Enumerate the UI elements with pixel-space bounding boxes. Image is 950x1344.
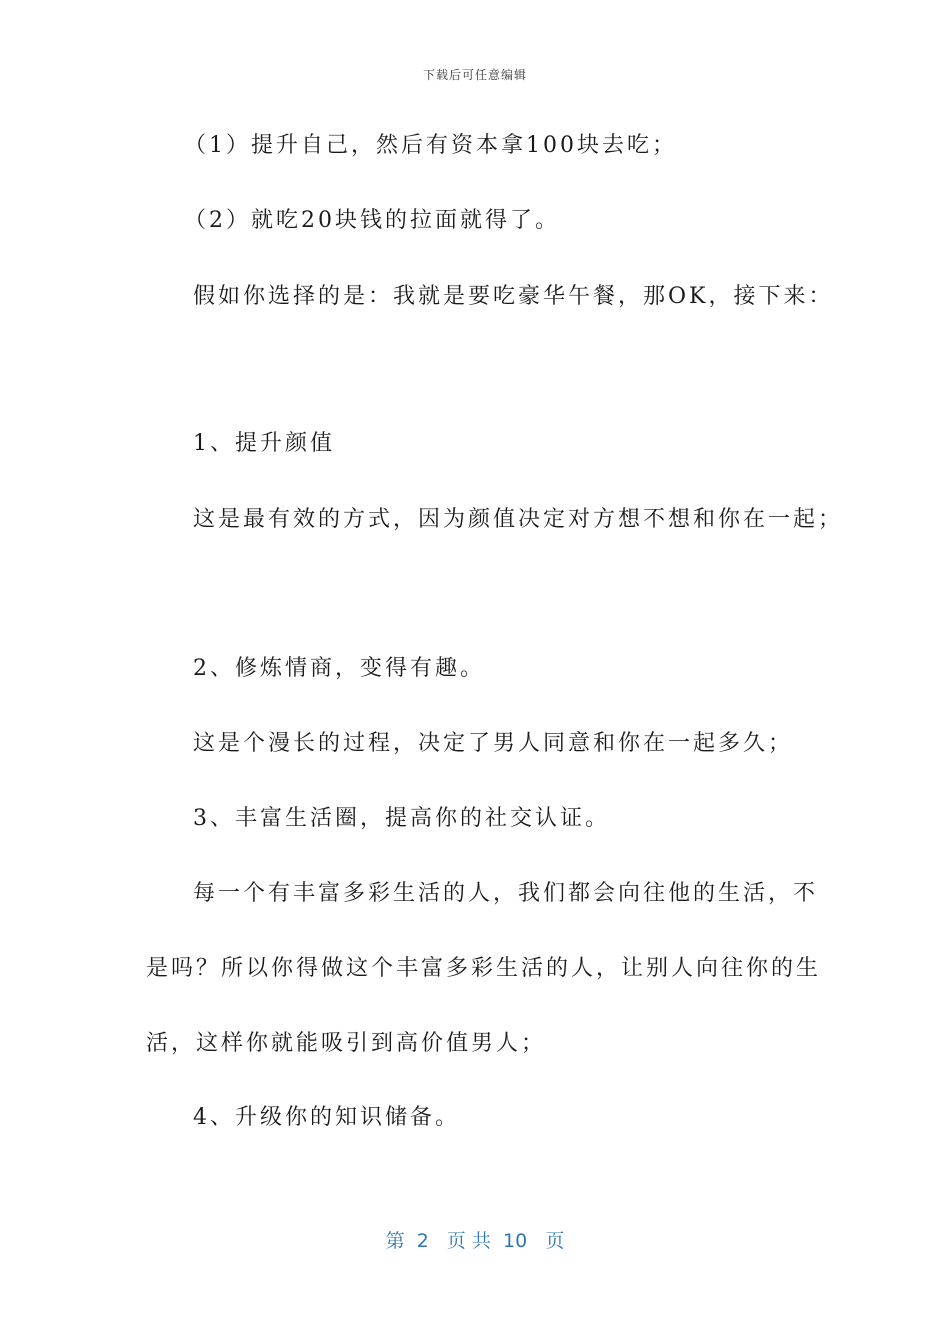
paragraph-line-1: （1）提升自己，然后有资本拿100块去吃； — [184, 133, 677, 158]
paragraph-line-2: （2）就吃20块钱的拉面就得了。 — [184, 208, 560, 233]
section-heading-2: 2、修炼情商，变得有趣。 — [193, 656, 485, 681]
section-heading-1: 1、提升颜值 — [193, 431, 335, 456]
page-footer: 第 2 页 共 10 页 — [385, 1230, 565, 1252]
paragraph-line-7: 是吗？所以你得做这个丰富多彩生活的人，让别人向往你的生 — [146, 956, 822, 981]
section-heading-3: 3、丰富生活圈，提高你的社交认证。 — [193, 806, 610, 831]
paragraph-line-4: 这是最有效的方式，因为颜值决定对方想不想和你在一起； — [193, 507, 844, 532]
section-heading-4: 4、升级你的知识储备。 — [193, 1105, 460, 1130]
paragraph-line-3: 假如你选择的是：我就是要吃豪华午餐，那OK，接下来： — [193, 284, 834, 309]
paragraph-line-5: 这是个漫长的过程，决定了男人同意和你在一起多久； — [193, 731, 794, 756]
paragraph-line-6: 每一个有丰富多彩生活的人，我们都会向往他的生活，不 — [193, 881, 819, 906]
paragraph-line-8: 活，这样你就能吸引到高价值男人； — [146, 1031, 547, 1056]
page-header: 下载后可任意编辑 — [422, 68, 527, 82]
